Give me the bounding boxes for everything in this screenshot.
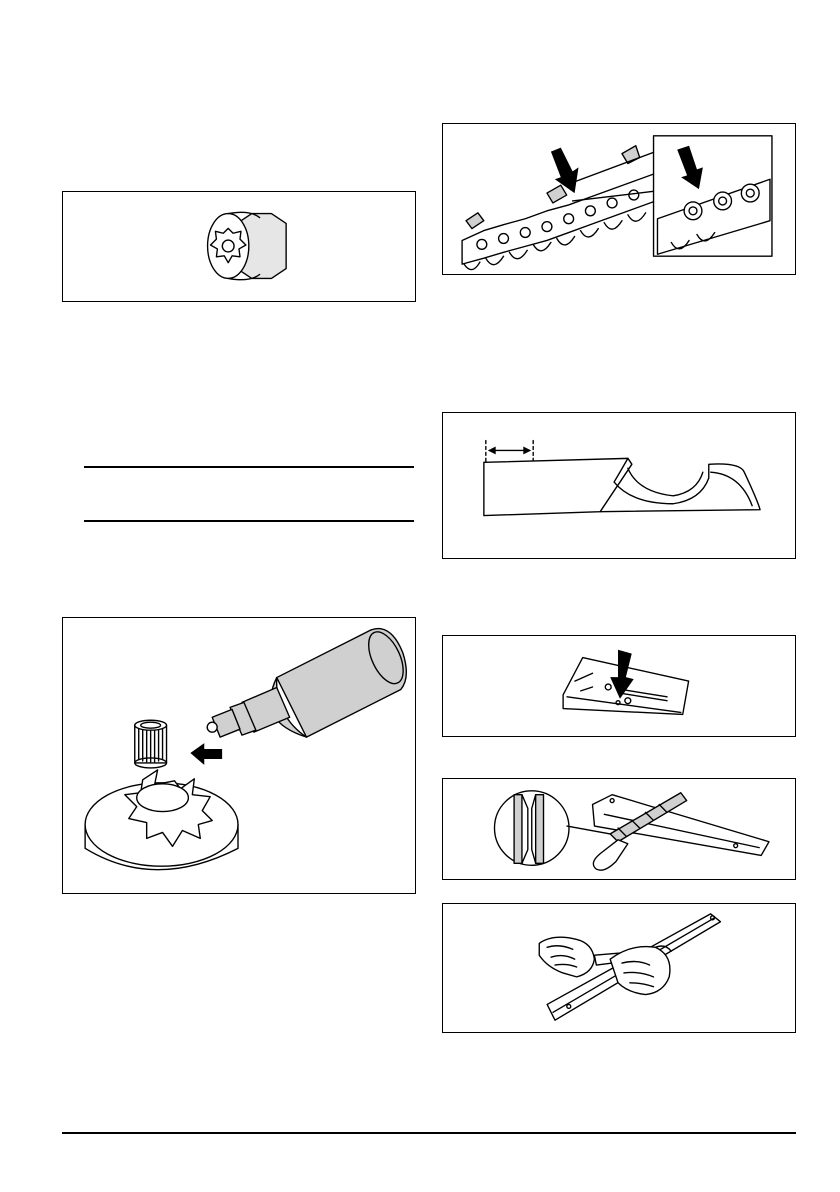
figure-chain-links <box>442 123 796 275</box>
chain-with-arrow-and-detail-icon <box>443 124 795 274</box>
divider-line-top <box>84 466 414 468</box>
figure-sprocket <box>62 191 416 302</box>
divider-line-bottom <box>84 520 414 522</box>
sprocket-icon <box>63 192 415 301</box>
guide-bar-with-arrow-icon <box>443 636 795 736</box>
hands-holding-guide-bar-icon <box>443 904 795 1032</box>
figure-bar-oil-hole <box>442 635 796 737</box>
cutter-tooth-measure-icon <box>443 413 795 558</box>
figure-needle-bearing-greasing <box>62 617 416 894</box>
footer-rule <box>62 1132 796 1134</box>
needle-bearing-grease-gun-icon <box>63 618 415 893</box>
guide-bar-file-detail-icon <box>443 779 795 879</box>
figure-bar-filing <box>442 778 796 880</box>
figure-bar-turning <box>442 903 796 1033</box>
figure-cutter-tooth <box>442 412 796 559</box>
